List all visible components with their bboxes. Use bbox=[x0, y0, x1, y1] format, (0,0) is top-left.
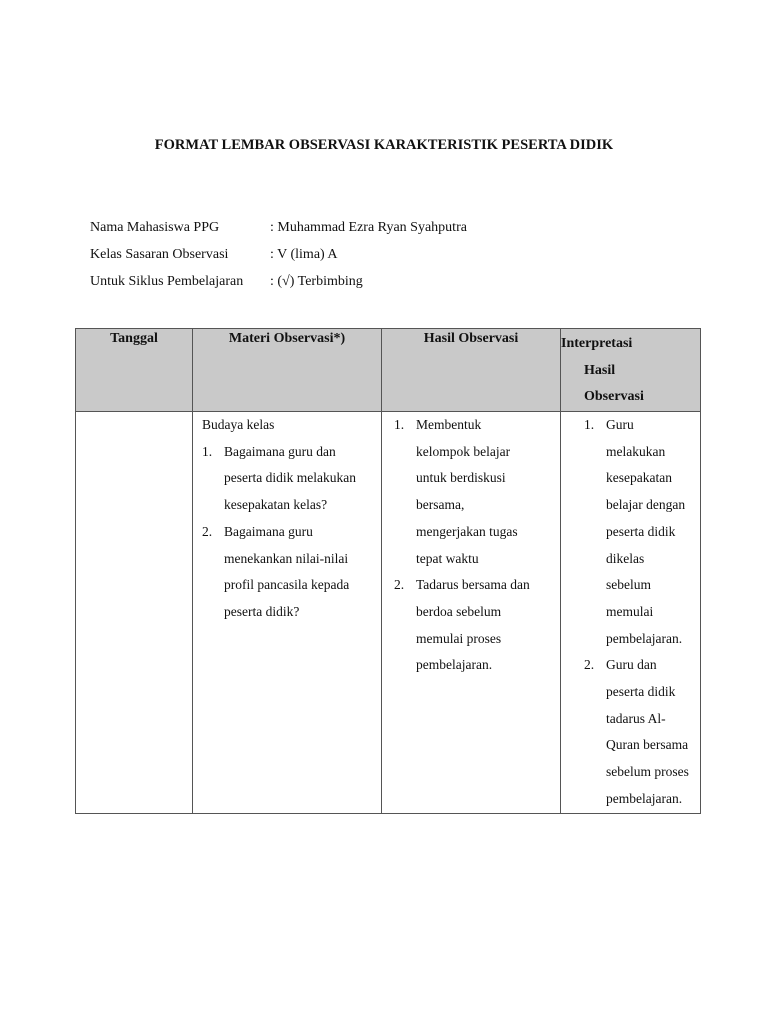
list-item-line: Quran bersama bbox=[606, 737, 689, 753]
cell-interpretasi bbox=[561, 412, 701, 814]
interpretasi-list bbox=[584, 412, 700, 813]
list-item-line: pembelajaran. bbox=[606, 630, 683, 646]
list-item-text bbox=[416, 412, 556, 572]
list-item bbox=[394, 412, 556, 572]
table-row bbox=[76, 412, 701, 814]
observation-table bbox=[75, 328, 701, 814]
list-item-line: Bagaimana guru dan bbox=[224, 443, 336, 459]
info-row-kelas bbox=[90, 247, 467, 274]
list-item bbox=[202, 519, 377, 626]
list-item-line: memulai proses bbox=[416, 630, 502, 646]
list-item-text bbox=[606, 652, 700, 812]
list-item bbox=[202, 439, 377, 519]
list-item-line: mengerjakan tugas bbox=[416, 523, 518, 539]
list-item-line: peserta didik melakukan bbox=[224, 470, 356, 486]
hasil-list bbox=[394, 412, 556, 679]
list-item-line: peserta didik bbox=[606, 684, 676, 700]
list-item-line: peserta didik? bbox=[224, 603, 300, 619]
list-item-line: bersama, bbox=[416, 497, 465, 513]
list-item bbox=[584, 652, 700, 812]
info-value: : V (lima) A bbox=[270, 247, 338, 262]
list-item-text bbox=[606, 412, 700, 652]
list-item-line: kesepakatan kelas? bbox=[224, 497, 328, 513]
list-item-line: dikelas bbox=[606, 550, 645, 566]
list-item-number: 1. bbox=[394, 417, 405, 432]
header-interpretasi bbox=[561, 329, 701, 412]
info-row-siklus bbox=[90, 274, 467, 301]
list-item-line: Tadarus bersama dan bbox=[416, 577, 530, 593]
list-item-line: berdoa sebelum bbox=[416, 603, 502, 619]
list-item-line: belajar dengan bbox=[606, 497, 686, 513]
header-interpretasi-line: Hasil bbox=[584, 362, 616, 378]
cell-hasil bbox=[382, 412, 561, 814]
list-item-line: tepat waktu bbox=[416, 550, 479, 566]
list-item-text bbox=[224, 519, 377, 626]
list-item-number: 2. bbox=[202, 523, 213, 539]
list-item-line: pembelajaran. bbox=[606, 790, 683, 806]
list-item-number: 1. bbox=[584, 417, 595, 432]
list-item-line: profil pancasila kepada bbox=[224, 577, 350, 593]
list-item-number: 2. bbox=[584, 657, 595, 673]
list-item bbox=[394, 572, 556, 679]
header-tanggal: Tanggal bbox=[76, 329, 193, 412]
table-header-row bbox=[76, 329, 701, 412]
list-item-line: kesepakatan bbox=[606, 470, 672, 486]
list-item-number: 2. bbox=[394, 577, 405, 593]
header-interpretasi-line: Interpretasi bbox=[561, 336, 633, 351]
list-item-text bbox=[224, 439, 377, 519]
info-row-nama bbox=[90, 220, 467, 247]
list-item-line: Bagaimana guru bbox=[224, 523, 313, 539]
materi-heading: Budaya kelas bbox=[202, 417, 275, 432]
list-item-line: pembelajaran. bbox=[416, 657, 493, 673]
list-item-line: melakukan bbox=[606, 443, 666, 459]
list-item-line: peserta didik bbox=[606, 523, 676, 539]
list-item-number: 1. bbox=[202, 443, 213, 459]
header-materi: Materi Observasi*) bbox=[193, 329, 382, 412]
info-label: Kelas Sasaran Observasi bbox=[90, 247, 229, 262]
list-item-text bbox=[416, 572, 556, 679]
info-label: Untuk Siklus Pembelajaran bbox=[90, 274, 244, 289]
list-item-line: untuk berdiskusi bbox=[416, 470, 506, 486]
list-item-line: Membentuk bbox=[416, 417, 482, 432]
list-item bbox=[584, 412, 700, 652]
list-item-line: sebelum proses bbox=[606, 764, 689, 780]
info-block bbox=[90, 220, 467, 301]
list-item-line: Guru dan bbox=[606, 657, 657, 673]
info-label: Nama Mahasiswa PPG bbox=[90, 220, 220, 235]
document-title: FORMAT LEMBAR OBSERVASI KARAKTERISTIK PESERTA DIDIK bbox=[154, 137, 614, 153]
header-interpretasi-line: Observasi bbox=[584, 389, 644, 404]
list-item-line: sebelum bbox=[606, 577, 651, 593]
list-item-line: Guru bbox=[606, 417, 634, 432]
list-item-line: tadarus Al- bbox=[606, 710, 666, 726]
list-item-line: menekankan nilai-nilai bbox=[224, 550, 349, 566]
info-value: : (√) Terbimbing bbox=[270, 274, 363, 289]
list-item-line: memulai bbox=[606, 603, 654, 619]
header-hasil: Hasil Observasi bbox=[382, 329, 561, 412]
info-value: : Muhammad Ezra Ryan Syahputra bbox=[270, 220, 467, 235]
cell-tanggal bbox=[76, 412, 193, 814]
materi-list bbox=[202, 439, 377, 626]
list-item-line: kelompok belajar bbox=[416, 443, 511, 459]
cell-materi bbox=[193, 412, 382, 814]
